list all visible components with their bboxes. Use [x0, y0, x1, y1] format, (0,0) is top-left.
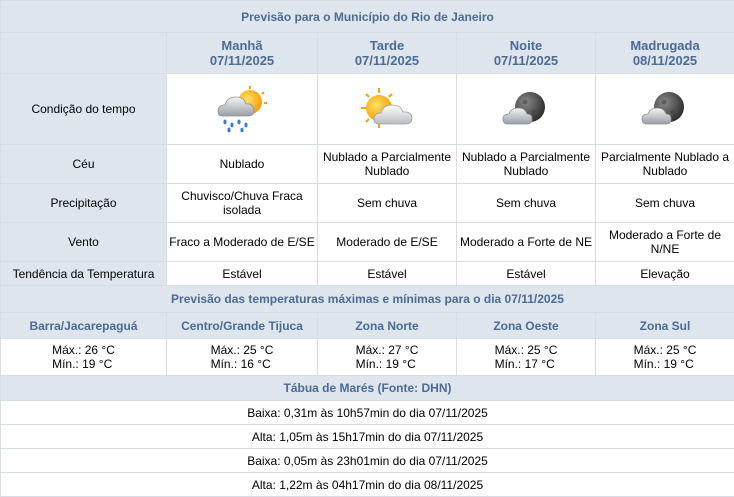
zone-header-barra: Barra/Jacarepaguá [1, 313, 167, 339]
min-temp: Mín.: 19 °C [356, 357, 419, 371]
zone-temps-barra [1, 339, 167, 376]
tide-entry: Alta: 1,22m às 04h17min do dia 08/11/2025 [1, 473, 734, 497]
zone-temps-centro [167, 339, 318, 376]
sky-cell: Nublado [167, 145, 318, 184]
condition-cell-night [457, 74, 596, 145]
min-temp: Mín.: 17 °C [495, 357, 558, 371]
zone-header-sul: Zona Sul [596, 313, 734, 339]
period-name: Madrugada [598, 38, 732, 53]
max-temp: Máx.: 25 °C [634, 343, 697, 357]
period-date: 07/11/2025 [169, 53, 315, 68]
zone-header-centro: Centro/Grande Tijuca [167, 313, 318, 339]
wind-cell: Moderado de E/SE [318, 223, 457, 262]
cloud-moon-icon [496, 84, 556, 134]
precipitation-cell: Chuvisco/Chuva Fraca isolada [167, 184, 318, 223]
precipitation-cell: Sem chuva [596, 184, 734, 223]
tide-entry: Baixa: 0,05m às 23h01min do dia 07/11/2025 [1, 449, 734, 473]
cloud-sun-icon [357, 84, 417, 134]
wind-cell: Fraco a Moderado de E/SE [167, 223, 318, 262]
trend-cell: Elevação [596, 262, 734, 286]
row-label-condition: Condição do tempo [1, 74, 167, 145]
precipitation-cell: Sem chuva [318, 184, 457, 223]
wind-cell: Moderado a Forte de NE [457, 223, 596, 262]
condition-cell-morning [167, 74, 318, 145]
period-header-morning [167, 33, 318, 74]
trend-cell: Estável [167, 262, 318, 286]
zone-temps-sul [596, 339, 734, 376]
temperatures-table [0, 285, 734, 497]
corner-cell [1, 33, 167, 74]
max-temp: Máx.: 27 °C [356, 343, 419, 357]
zone-temps-oeste [457, 339, 596, 376]
row-label-sky: Céu [1, 145, 167, 184]
trend-cell: Estável [457, 262, 596, 286]
row-label-precipitation: Precipitação [1, 184, 167, 223]
period-header-dawn [596, 33, 734, 74]
period-name: Manhã [169, 38, 315, 53]
sky-cell: Nublado a Parcialmente Nublado [318, 145, 457, 184]
zone-header-oeste: Zona Oeste [457, 313, 596, 339]
period-name: Tarde [320, 38, 454, 53]
tide-entry: Baixa: 0,31m às 10h57min do dia 07/11/2025 [1, 401, 734, 425]
zone-temps-norte [318, 339, 457, 376]
max-temp: Máx.: 25 °C [211, 343, 274, 357]
condition-cell-afternoon [318, 74, 457, 145]
period-date: 08/11/2025 [598, 53, 732, 68]
wind-cell: Moderado a Forte de N/NE [596, 223, 734, 262]
period-date: 07/11/2025 [320, 53, 454, 68]
min-temp: Mín.: 19 °C [634, 357, 697, 371]
row-label-wind: Vento [1, 223, 167, 262]
row-label-trend: Tendência da Temperatura [1, 262, 167, 286]
precipitation-cell: Sem chuva [457, 184, 596, 223]
max-temp: Máx.: 25 °C [495, 343, 558, 357]
sky-cell: Nublado a Parcialmente Nublado [457, 145, 596, 184]
cloud-moon-icon [635, 84, 695, 134]
sky-cell: Parcialmente Nublado a Nublado [596, 145, 734, 184]
period-header-afternoon [318, 33, 457, 74]
max-temp: Máx.: 26 °C [52, 343, 115, 357]
zone-header-norte: Zona Norte [318, 313, 457, 339]
min-temp: Mín.: 19 °C [52, 357, 115, 371]
tides-title: Tábua de Marés (Fonte: DHN) [1, 376, 734, 401]
period-date: 07/11/2025 [459, 53, 593, 68]
period-header-night [457, 33, 596, 74]
min-temp: Mín.: 16 °C [211, 357, 274, 371]
page-title: Previsão para o Município do Rio de Janeiro [1, 1, 734, 33]
period-name: Noite [459, 38, 593, 53]
condition-cell-dawn [596, 74, 734, 145]
temperatures-title: Previsão das temperaturas máximas e mínimas para o dia 07/11/2025 [1, 286, 734, 313]
cloud-sun-rain-icon [212, 84, 272, 134]
trend-cell: Estável [318, 262, 457, 286]
tide-entry: Alta: 1,05m às 15h17min do dia 07/11/2025 [1, 425, 734, 449]
